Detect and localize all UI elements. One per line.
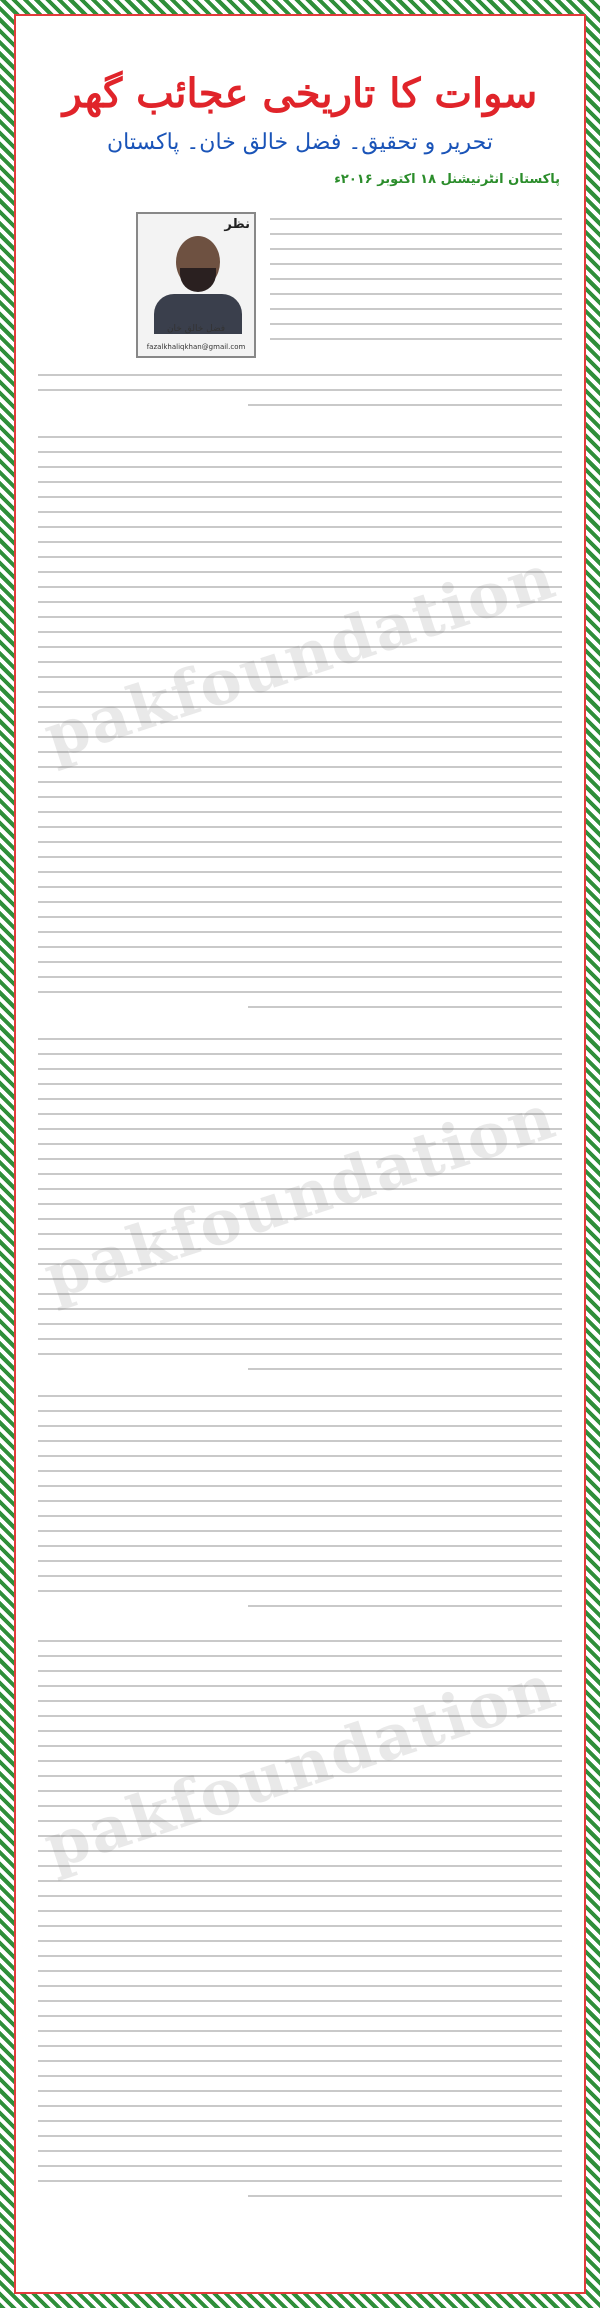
paragraph-1-beside-photo: [270, 218, 562, 353]
author-photo: [136, 212, 256, 358]
paragraph-2: [38, 436, 562, 1021]
paragraph-3: [38, 1038, 562, 1383]
paragraph-5: [38, 1640, 562, 2210]
newspaper-date-line: پاکستان انٹرنیشنل ۱۸ اکتوبر ۲۰۱۶ء: [334, 172, 560, 187]
article-byline: تحریر و تحقیق۔ فضل خالق خان۔ پاکستان: [106, 130, 494, 155]
article-headline: سوات کا تاریخی عجائب گھر: [62, 70, 538, 117]
author-portrait-beard: [180, 268, 216, 292]
column-logo: نظر: [224, 217, 250, 232]
paragraph-4: [38, 1395, 562, 1620]
author-name-caption: فضل خالق خان: [166, 324, 226, 334]
author-email: fazalkhaliqkhan@gmail.com: [146, 343, 246, 351]
paragraph-1-continued: [38, 374, 562, 419]
